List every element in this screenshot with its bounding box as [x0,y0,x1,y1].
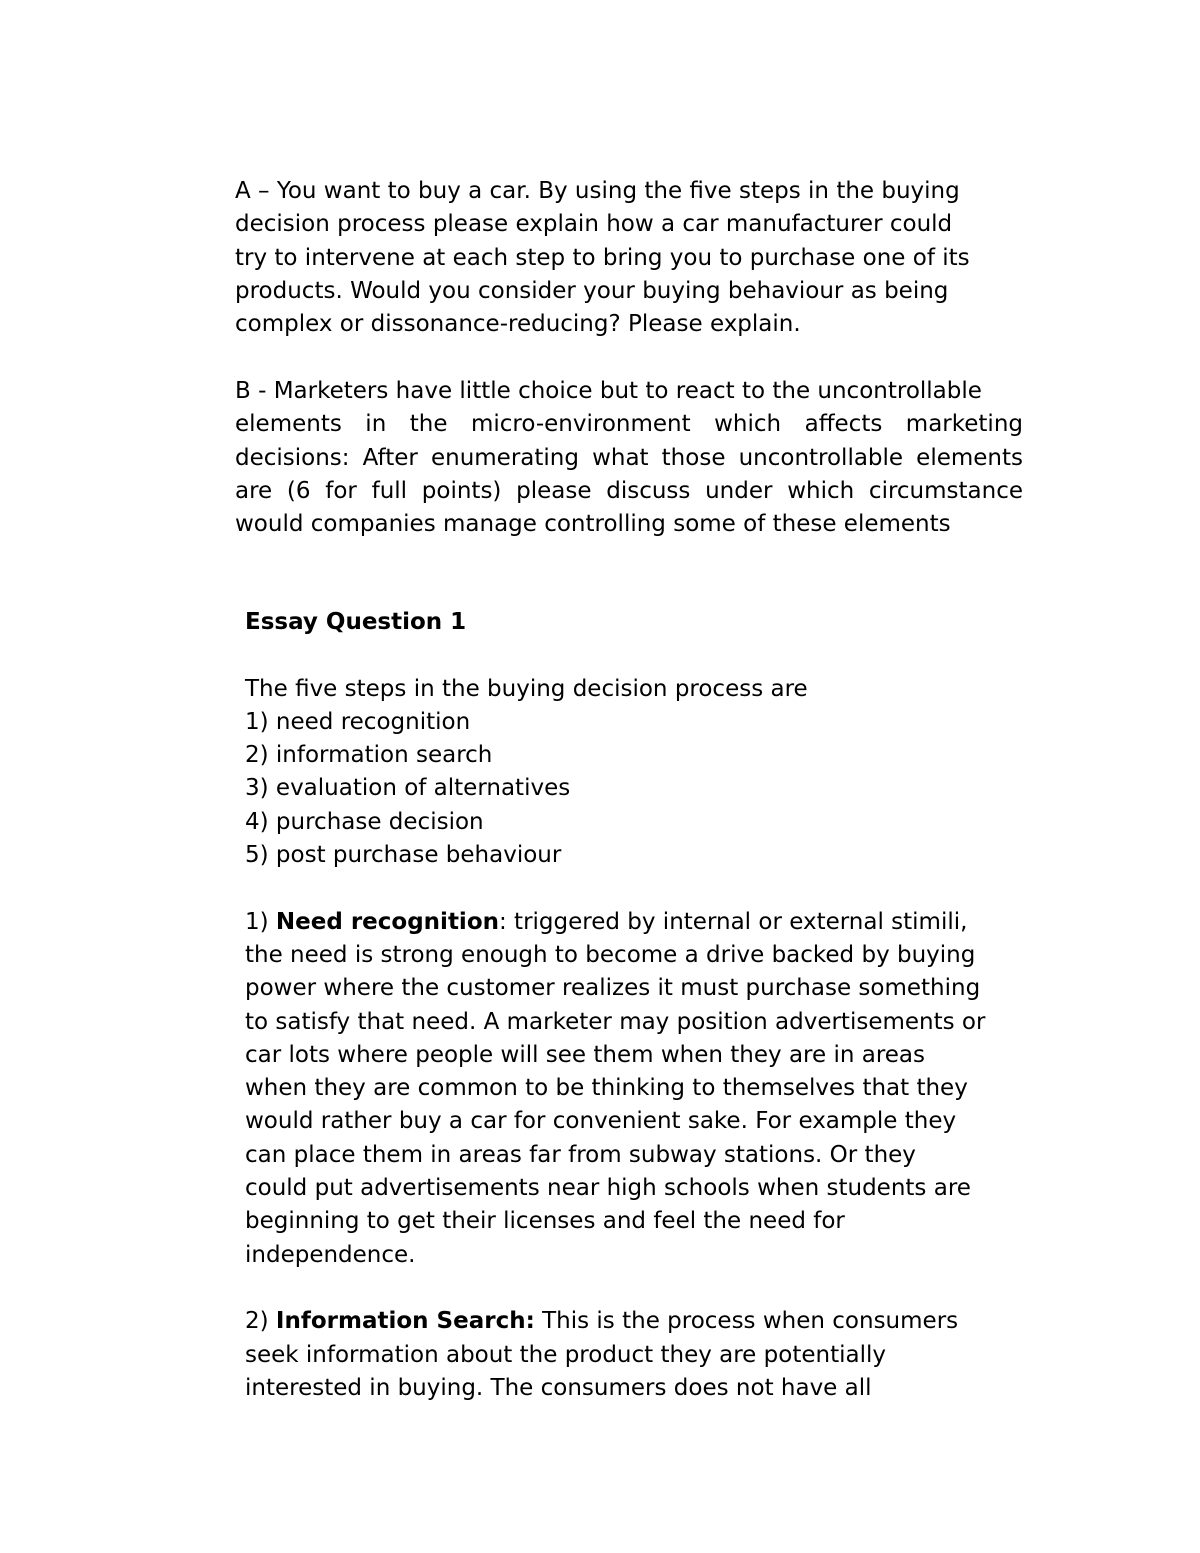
spacer [245,1272,1045,1305]
section-1-line: would rather buy a car for convenient sake. For example they [245,1108,957,1135]
section-2-line: interested in buying. The consumers does not have all [245,1374,872,1401]
section-2-first-line [245,1305,1045,1338]
question-a [235,175,1035,341]
section-1-line: beginning to get their licenses and feel the need for [245,1208,845,1235]
spacer [245,872,1045,905]
section-1-term: Need recognition [275,908,499,935]
question-b-line: are (6 for full points) please discuss under which circumstance [235,477,1023,504]
essay-step: 3) evaluation of alternatives [245,775,571,802]
essay-heading: Essay Question 1 [245,609,467,635]
section-1-line: power where the customer realizes it must purchase something [245,975,981,1002]
section-1-first-line [245,906,1045,939]
section-2-number: 2) [245,1308,276,1335]
essay-step: 2) information search [245,742,493,769]
section-1-number: 1) [245,908,276,935]
question-b [235,375,1023,541]
essay-step: 1) need recognition [245,708,471,735]
essay-step: 5) post purchase behaviour [245,842,562,869]
section-1-first-line-text: : triggered by internal or external stimili, [499,908,968,935]
section-1-line: could put advertisements near high schools when students are [245,1175,971,1202]
question-b-line: elements in the micro-environment which affects marketing [235,411,1023,438]
essay-intro: The five steps in the buying decision process are [245,675,808,702]
question-a-line: try to intervene at each step to bring you to purchase one of its [235,244,970,271]
question-a-line: complex or dissonance-reducing? Please explain. [235,311,801,338]
essay-answer [245,606,1045,1405]
section-2-term: Information Search: [275,1308,535,1335]
section-1-line: when they are common to be thinking to themselves that they [245,1075,968,1102]
section-1-line: independence. [245,1241,416,1268]
question-a-line: decision process please explain how a car manufacturer could [235,211,953,238]
section-2-first-line-text: This is the process when consumers [534,1308,959,1335]
section-1-line: to satisfy that need. A marketer may position advertisements or [245,1008,986,1035]
essay-step: 4) purchase decision [245,808,484,835]
question-a-line: A – You want to buy a car. By using the five steps in the buying [235,178,960,204]
question-b-line: would companies manage controlling some of these elements [235,511,951,538]
section-1-line: car lots where people will see them when they are in areas [245,1041,926,1068]
section-1-line: the need is strong enough to become a drive backed by buying [245,941,976,968]
question-a-line: products. Would you consider your buying behaviour as being [235,277,949,304]
section-1-line: can place them in areas far from subway stations. Or they [245,1141,916,1168]
question-b-line: decisions: After enumerating what those uncontrollable elements [235,444,1023,471]
question-b-line: B - Marketers have little choice but to react to the uncontrollable [235,378,982,404]
section-2-line: seek information about the product they are potentially [245,1341,886,1368]
spacer [245,639,1045,672]
